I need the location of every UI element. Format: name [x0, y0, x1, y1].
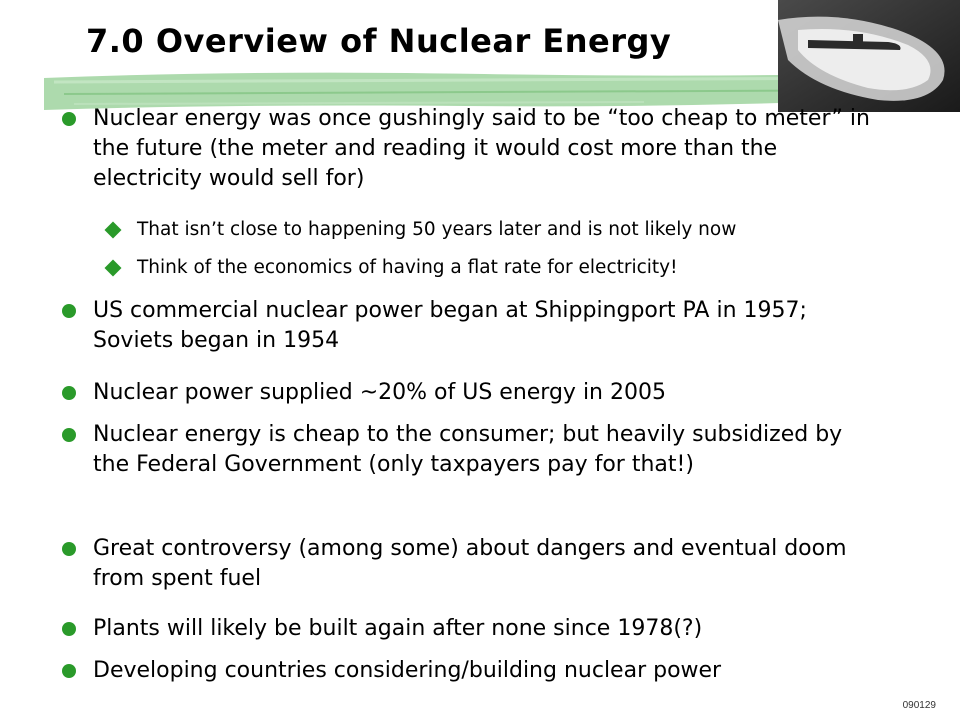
bullet-dot-icon: [62, 386, 76, 400]
bullet-dot-icon: [62, 622, 76, 636]
sub-bullet-item: [137, 256, 917, 280]
sub-bullet-item: [137, 218, 917, 242]
bullet-dot-icon: [62, 664, 76, 678]
footer-code: 090129: [902, 700, 936, 711]
diamond-bullet-icon: [105, 222, 122, 239]
bullet-item: [93, 104, 873, 194]
page-title: 7.0 Overview of Nuclear Energy: [86, 22, 672, 60]
bullet-text: Plants will likely be built again after none since 1978(?): [93, 616, 703, 641]
bullet-item: [93, 296, 873, 356]
bullet-text: Nuclear power supplied ~20% of US energy in 2005: [93, 380, 666, 405]
bullet-text: US commercial nuclear power began at Shippingport PA in 1957; Soviets began in 1954: [93, 298, 807, 353]
bullet-item: [93, 614, 873, 644]
submarine-photo: [778, 0, 960, 112]
bullet-text: Nuclear energy was once gushingly said to be “too cheap to meter” in the future (the meter and reading it would cost more than the electricity would sell for): [93, 106, 870, 191]
bullet-item: [93, 378, 873, 408]
bullet-text: Great controversy (among some) about dangers and eventual doom from spent fuel: [93, 536, 847, 591]
sub-bullet-text: Think of the economics of having a flat rate for electricity!: [137, 257, 678, 278]
bullet-dot-icon: [62, 112, 76, 126]
bullet-text: Nuclear energy is cheap to the consumer; but heavily subsidized by the Federal Government (only taxpayers pay for that!): [93, 422, 843, 477]
bullet-item: [93, 656, 873, 686]
sub-bullet-text: That isn’t close to happening 50 years later and is not likely now: [137, 219, 737, 240]
bullet-dot-icon: [62, 542, 76, 556]
bullet-item: [93, 420, 873, 480]
bullet-text: Developing countries considering/building nuclear power: [93, 658, 722, 683]
diamond-bullet-icon: [105, 260, 122, 277]
bullet-dot-icon: [62, 428, 76, 442]
bullet-dot-icon: [62, 304, 76, 318]
bullet-item: [93, 534, 873, 594]
